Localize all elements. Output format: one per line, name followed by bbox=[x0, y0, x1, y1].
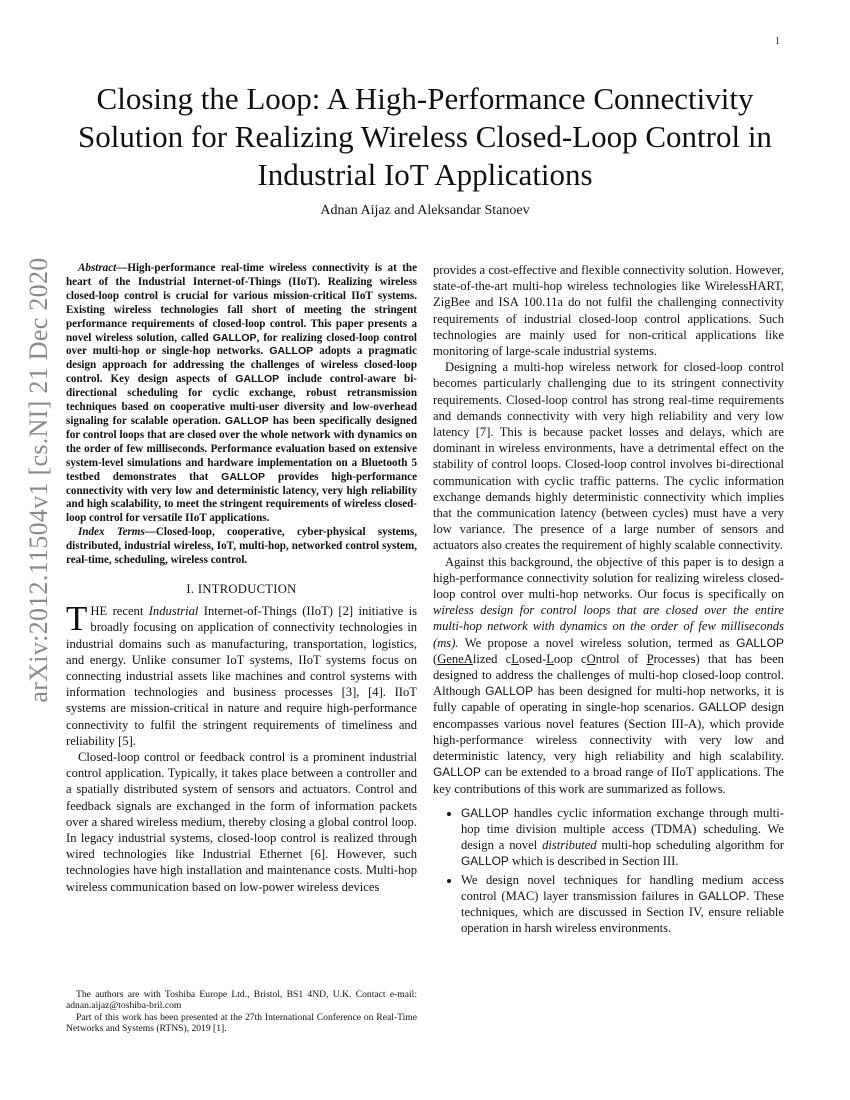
contribution-item-2: • We design novel techniques for handling medium access control (MAC) layer transmission failures in GALLOP. These techniques, which are discussed in Section IV, ensure reliable operation in harsh wireless environments. bbox=[461, 872, 784, 937]
arxiv-sidebar bbox=[8, 250, 70, 710]
abstract: Abstract—High-performance real-time wireless connectivity is at the heart of the Industrial Internet-of-Things (IIoT). Realizing wireless closed-loop control is crucial for various mission-critical IIoT systems. Existing wireless technologies fall short of meeting the stringent performance requirements of closed-loop control. This paper presents a novel wireless solution, called GALLOP, for realizing closed-loop control over multi-hop or single-hop networks. GALLOP adopts a pragmatic design approach for addressing the challenges of wireless closed-loop control. Key design aspects of GALLOP include control-aware bi-directional scheduling for cyclic exchange, robust retransmission techniques based on cooperative multi-user diversity and low-overhead signaling for scalable operation. GALLOP has been specifically designed for control loops that are closed over the whole network with dynamics on the order of few milliseconds. Performance evaluation based on extensive system-level simulations and hardware implementation on a Bluetooth 5 testbed demonstrates that GALLOP provides high-performance connectivity with very low and deterministic latency, very high reliability and high scalability, to meet the stringent requirements of wireless closed-loop control for versatile IIoT applications. bbox=[66, 262, 418, 525]
paper-title: Closing the Loop: A High-Performance Connectivity Solution for Realizing Wireless Closed-Loop Control in Industrial IoT Applications bbox=[78, 81, 772, 192]
left-column bbox=[66, 262, 417, 895]
right-paragraph-1: provides a cost-effective and flexible connectivity solution. However, state-of-the-art multi-hop wireless technologies like WirelessHART, ZigBee and ISA 100.11a do not fulfil the challenging connectivity requirements of industrial closed-loop control applications. Such technologies are mainly used for non-critical applications like monitoring of large-scale industrial systems. bbox=[433, 263, 784, 359]
page-number: 1 bbox=[775, 36, 780, 47]
footnote-prior-publication: Part of this work has been presented at the 27th International Conference on Real-Time Networks and Systems (RTNS), 2019 [1]. bbox=[66, 1011, 417, 1035]
intro-paragraph-1: THE recent Industrial Internet-of-Things (IIoT) [2] initiative is broadly focusing on application of connectivity technologies in industrial domains such as manufacturing, transportation, logistics, and energy. Unlike consumer IoT systems, IIoT systems focus on connecting industrial assets like machines and control systems with information technologies and business processes [3], [4]. IIoT systems are mission-critical in nature and require high-performance connectivity to fulfil the stringent requirements of timeliness and reliability [5]. bbox=[66, 599, 417, 748]
contribution-item-1: • GALLOP handles cyclic information exchange through multi-hop time division multiple access (TDMA) scheduling. We design a novel distributed multi-hop scheduling algorithm for GALLOP which is described in Section III. bbox=[461, 805, 784, 870]
index-terms: Index Terms—Closed-loop, cooperative, cyber-physical systems, distributed, industrial wireless, IoT, multi-hop, networked control system, real-time, scheduling, wireless control. bbox=[66, 526, 417, 567]
section-heading-introduction: I. INTRODUCTION bbox=[186, 581, 297, 596]
right-column bbox=[433, 262, 784, 938]
intro-paragraph-2: Closed-loop control or feedback control is a prominent industrial control application. Typically, it takes place between a controller and a spatially distributed system of sensors and actuators. Control and feedback signals are exchanged in the form of information packets over a shared wireless medium, thereby closing a global control loop. In legacy industrial systems, closed-loop control is realized through wired technologies like Industrial Ethernet [6]. However, such technologies have high installation and maintenance costs. Multi-hop wireless communication based on low-power wireless devices bbox=[66, 749, 417, 894]
paper-authors: Adnan Aijaz and Aleksandar Stanoev bbox=[320, 203, 530, 218]
arxiv-identifier: arXiv:2012.11504v1 [cs.NI] 21 Dec 2020 bbox=[24, 257, 53, 703]
right-paragraph-2: Designing a multi-hop wireless network for closed-loop control becomes particularly challenging due to its stringent connectivity requirements. Closed-loop control has strong real-time requirements and demands connectivity with very high reliability and very low latency [7]. This is because packet losses and delays, which are dominant in wireless environments, have a detrimental effect on the stability of control loops. Closed-loop control involves bi-directional communication with cyclic traffic patterns. The cyclic information exchange demands highly deterministic connectivity which implies that the communication latency (between cycles) must have a very low variance. The presence of a large number of sensors and actuators also creates the requirement of highly scalable connectivity. bbox=[433, 360, 784, 553]
index-terms-label: Index Terms bbox=[78, 526, 145, 539]
footnote-affiliation: The authors are with Toshiba Europe Ltd., Bristol, BS1 4ND, U.K. Contact e-mail: adnan.aijaz@toshiba-bril.com bbox=[66, 989, 417, 1012]
contributions-list bbox=[433, 805, 784, 937]
drop-cap: T bbox=[66, 599, 88, 639]
abstract-label: Abstract bbox=[78, 262, 117, 274]
footnotes bbox=[66, 989, 417, 1035]
right-paragraph-3: Against this background, the objective of this paper is to design a high-performance connectivity solution for realizing wireless closed-loop control over multi-hop networks. Our focus is specifically on wireless design for control loops that are closed over the entire multi-hop network with dynamics on the order of few milliseconds (ms). We propose a novel wireless solution, termed as GALLOP (GeneAlized cLosed-Loop cOntrol of Processes) that has been designed to address the challenges of multi-hop closed-loop control. Although GALLOP has been designed for multi-hop networks, it is fully capable of operating in single-hop scenarios. GALLOP design encompasses various novel features (Section III-A), which provide high-performance wireless connectivity with very low and deterministic latency, very high reliability and high scalability. GALLOP can be extended to a broad range of IIoT applications. The key contributions of this work are summarized as follows. bbox=[433, 554, 784, 796]
